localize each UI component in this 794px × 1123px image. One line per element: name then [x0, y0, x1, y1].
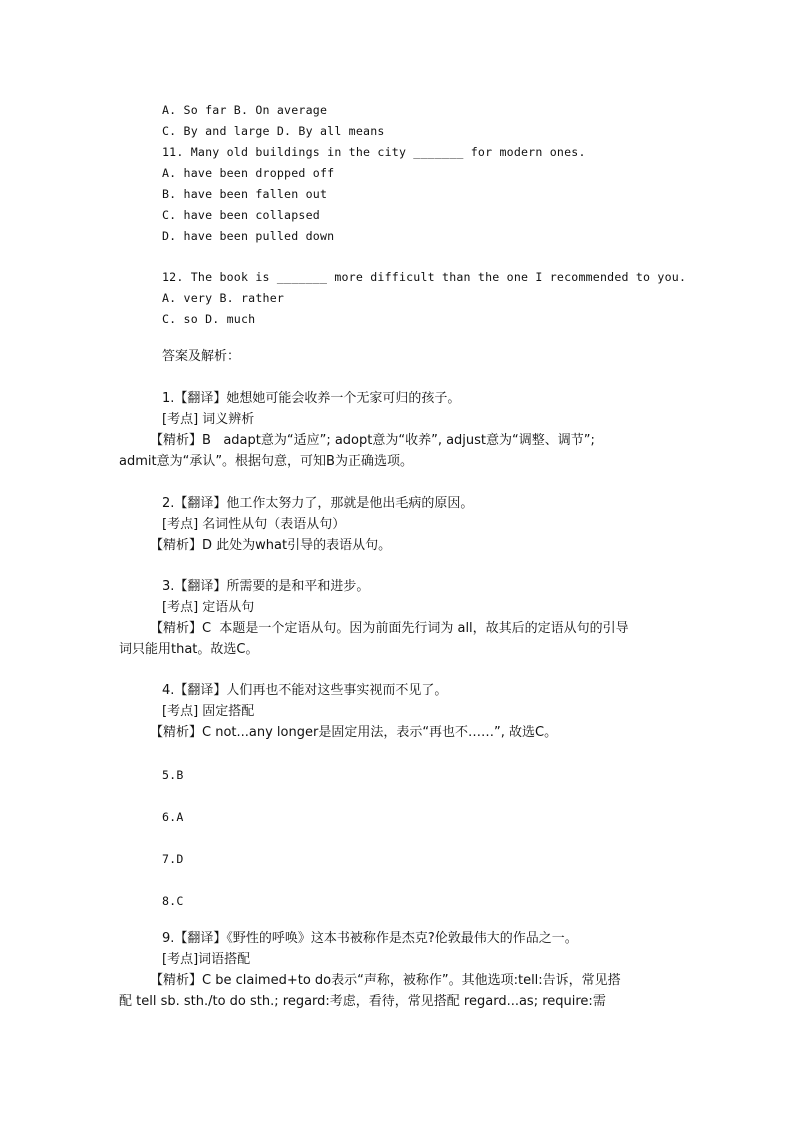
- analysis-9-detail: 配 tell sb. sth./to do sth.; regard:考虑，看待，常见搭配 regard...as; require:需: [119, 994, 606, 1009]
- answer-5: 5.B: [162, 768, 184, 782]
- analysis-4-translation: 4.【翻译】人们再也不能对这些事实视而不见了。: [162, 683, 448, 698]
- question-12-option: C. so D. much: [162, 312, 256, 326]
- question-11-option: A. have been dropped off: [162, 166, 335, 180]
- analysis-9-point: [考点]词语搭配: [162, 952, 251, 967]
- analysis-4-detail: 【精析】C not...any longer是固定用法，表示“再也不……”, 故选C。: [150, 725, 558, 740]
- analysis-9-detail: 【精析】C be claimed+to do表示“声称，被称作”。其他选项:tell:告诉，常见搭: [150, 973, 621, 988]
- question-11-option: D. have been pulled down: [162, 229, 335, 243]
- options-line: A. So far B. On average: [162, 103, 328, 117]
- analysis-1-point: [考点] 词义辨析: [162, 412, 255, 427]
- answer-7: 7.D: [162, 852, 184, 866]
- analysis-1-translation: 1.【翻译】她想她可能会收养一个无家可归的孩子。: [162, 391, 461, 406]
- question-11-option: B. have been fallen out: [162, 187, 328, 201]
- analysis-2-detail: 【精析】D 此处为what引导的表语从句。: [150, 538, 392, 553]
- options-line: C. By and large D. By all means: [162, 124, 385, 138]
- question-11-stem: 11. Many old buildings in the city _______ for modern ones.: [162, 145, 586, 159]
- analysis-1-detail: 【精析】B adapt意为“适应”; adopt意为“收养”, adjust意为“调整、调节”;: [150, 433, 595, 448]
- analysis-4-point: [考点] 固定搭配: [162, 704, 255, 719]
- analysis-1-detail: admit意为“承认”。根据句意，可知B为正确选项。: [119, 454, 413, 469]
- analysis-2-translation: 2.【翻译】他工作太努力了，那就是他出毛病的原因。: [162, 496, 474, 511]
- analysis-2-point: [考点] 名词性从句（表语从句）: [162, 517, 346, 532]
- answers-heading: 答案及解析：: [162, 349, 241, 364]
- question-12-stem: 12. The book is _______ more difficult than the one I recommended to you.: [162, 270, 687, 284]
- analysis-3-point: [考点] 定语从句: [162, 600, 255, 615]
- question-12-option: A. very B. rather: [162, 291, 285, 305]
- analysis-3-translation: 3.【翻译】所需要的是和平和进步。: [162, 579, 370, 594]
- analysis-3-detail: 词只能用that。故选C。: [119, 642, 259, 657]
- answer-6: 6.A: [162, 810, 184, 824]
- analysis-3-detail: 【精析】C 本题是一个定语从句。因为前面先行词为 all，故其后的定语从句的引导: [150, 621, 629, 636]
- analysis-9-translation: 9.【翻译】《野性的呼唤》这本书被称作是杰克?伦敦最伟大的作品之一。: [162, 931, 578, 946]
- question-11-option: C. have been collapsed: [162, 208, 320, 222]
- answer-8: 8.C: [162, 894, 184, 908]
